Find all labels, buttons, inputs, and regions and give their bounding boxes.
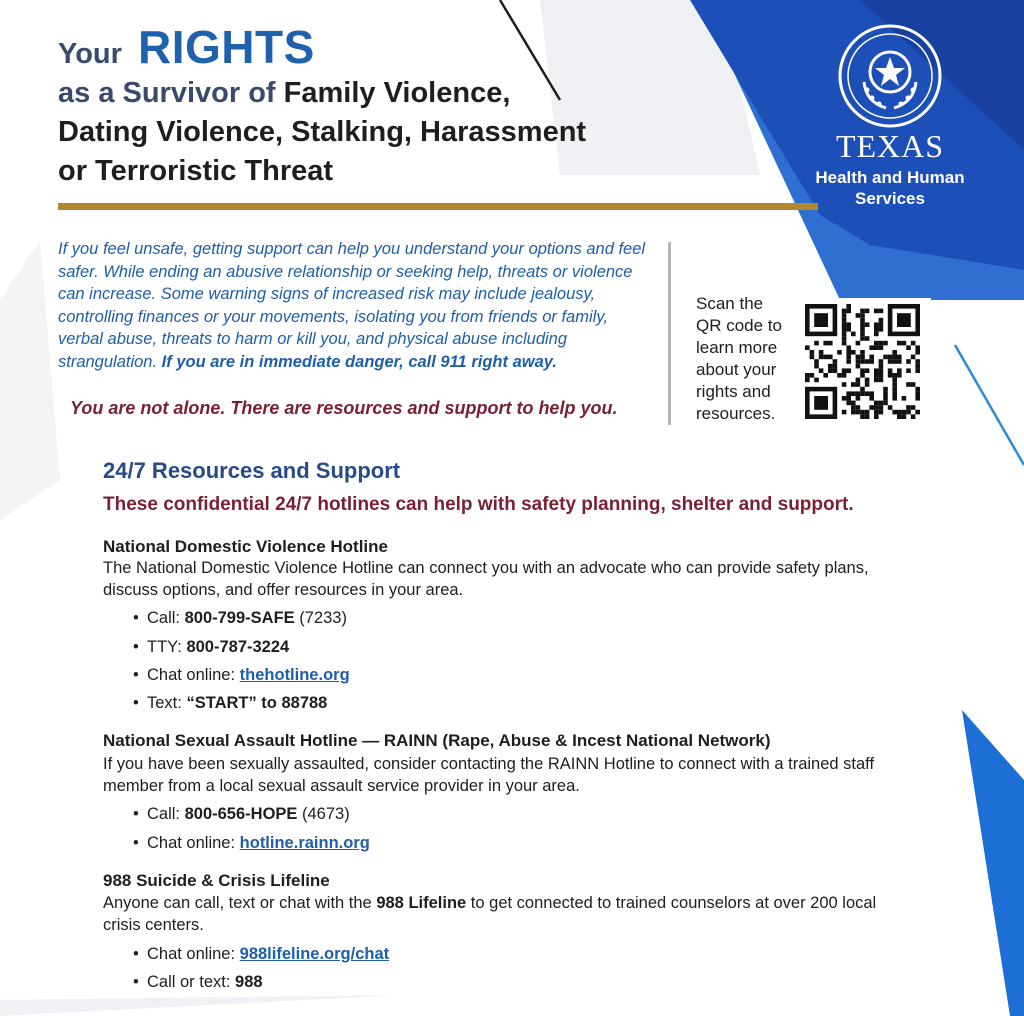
qr-module [911, 405, 916, 410]
lifeline-call-item: • Call or text: 988 [133, 973, 263, 991]
qr-module [810, 350, 815, 355]
ndvh-call-item: • Call: 800-799-SAFE (7233) [133, 609, 347, 627]
qr-module [810, 355, 815, 360]
qr-module [892, 387, 897, 392]
qr-module [851, 401, 856, 406]
lifeline-chat-link[interactable]: 988lifeline.org/chat [239, 945, 390, 963]
intro-emphasis: If you are in immediate danger, call 911 right away. [161, 352, 557, 371]
qr-module [842, 322, 847, 327]
qr-module [846, 345, 851, 350]
qr-module [879, 410, 884, 415]
qr-module [897, 368, 902, 373]
qr-module [915, 396, 920, 401]
qr-module [869, 391, 874, 396]
qr-module [842, 336, 847, 341]
qr-module [842, 327, 847, 332]
texas-seal-logo [836, 22, 944, 130]
qr-module [856, 382, 861, 387]
resources-subtitle: These confidential 24/7 hotlines can help with safety planning, shelter and support. [103, 494, 854, 515]
qr-module [897, 414, 902, 419]
qr-module [851, 350, 856, 355]
qr-module [879, 359, 884, 364]
qr-module [846, 368, 851, 373]
qr-module [874, 309, 879, 314]
rainn-call-number[interactable]: 800-656-HOPE [184, 805, 298, 823]
rainn-heading: National Sexual Assault Hotline — RAINN (Rape, Abuse & Incest National Network) [103, 731, 771, 750]
qr-module [906, 368, 911, 373]
qr-module [865, 378, 870, 383]
qr-module [892, 373, 897, 378]
qr-module [828, 364, 833, 369]
qr-module [828, 355, 833, 360]
qr-module [865, 309, 870, 314]
qr-module [823, 373, 828, 378]
qr-module [888, 373, 893, 378]
qr-module [860, 410, 865, 415]
qr-module [906, 345, 911, 350]
qr-module [874, 414, 879, 419]
qr-module [846, 322, 851, 327]
qr-module [888, 355, 893, 360]
qr-module [846, 396, 851, 401]
qr-module [860, 373, 865, 378]
qr-module [906, 382, 911, 387]
qr-module [902, 341, 907, 346]
qr-module [915, 391, 920, 396]
intro-text: If you feel unsafe, getting support can help you understand your options and feel safer. While ending an abusive relationship or seeking help, threats or violence can increase. Some warning signs of increased risk may include jealousy, controlling finances or your movements, isolating you from friends or family, verbal abuse, threats to harm or kill you, and physical abuse including strangulation. [58, 240, 646, 371]
qr-module [814, 378, 819, 383]
qr-module [833, 359, 838, 364]
qr-module [911, 341, 916, 346]
qr-module [860, 355, 865, 360]
qr-module [874, 401, 879, 406]
qr-module [856, 405, 861, 410]
ndvh-tty-number[interactable]: 800-787-3224 [186, 638, 290, 656]
qr-module [819, 368, 824, 373]
rainn-call-suffix: (4673) [302, 805, 350, 823]
qr-module [846, 327, 851, 332]
qr-module [842, 332, 847, 337]
qr-module [842, 313, 847, 318]
qr-module [888, 368, 893, 373]
qr-module [842, 373, 847, 378]
qr-module [892, 359, 897, 364]
qr-module [846, 309, 851, 314]
qr-module [865, 359, 870, 364]
qr-module [846, 304, 851, 309]
ndvh-text-value: “START” to 88788 [186, 694, 328, 712]
logo-agency-line2: Services [855, 189, 925, 208]
qr-module [856, 359, 861, 364]
qr-module [874, 368, 879, 373]
qr-module [860, 327, 865, 332]
qr-module [860, 414, 865, 419]
qr-module [892, 378, 897, 383]
qr-module [856, 396, 861, 401]
qr-module [860, 350, 865, 355]
rainn-chat-label: Chat online: [147, 834, 236, 852]
qr-module [911, 382, 916, 387]
qr-module [856, 378, 861, 383]
qr-module [869, 396, 874, 401]
qr-module [874, 332, 879, 337]
ndvh-tty-item: • TTY: 800-787-3224 [133, 638, 290, 656]
qr-module [846, 350, 851, 355]
gray-band-bottom [0, 995, 400, 1016]
qr-module [879, 341, 884, 346]
qr-module [892, 382, 897, 387]
rainn-call-item: • Call: 800-656-HOPE (4673) [133, 805, 350, 823]
qr-module [856, 364, 861, 369]
qr-caption-line4: about your [696, 360, 777, 379]
ndvh-chat-item: • Chat online: thehotline.org [133, 666, 350, 684]
qr-module [842, 382, 847, 387]
qr-module [860, 322, 865, 327]
qr-module [892, 350, 897, 355]
qr-module [865, 414, 870, 419]
qr-module [842, 410, 847, 415]
qr-module [906, 405, 911, 410]
qr-module [842, 341, 847, 346]
qr-module [842, 309, 847, 314]
rainn-chat-link[interactable]: hotline.rainn.org [239, 834, 370, 852]
qr-code[interactable] [795, 298, 931, 428]
qr-module [879, 378, 884, 383]
qr-module [837, 373, 842, 378]
qr-module [851, 410, 856, 415]
title-rights: RIGHTS [138, 21, 315, 73]
qr-module [897, 355, 902, 360]
qr-module [860, 336, 865, 341]
qr-module [819, 355, 824, 360]
blue-sliver-right [962, 710, 1024, 1016]
qr-module [805, 373, 810, 378]
qr-module [915, 410, 920, 415]
title-line4: or Terroristic Threat [58, 155, 334, 187]
qr-module [819, 350, 824, 355]
qr-module [879, 327, 884, 332]
qr-module [892, 355, 897, 360]
qr-module [851, 391, 856, 396]
qr-module [842, 396, 847, 401]
lifeline-call-number[interactable]: 988 [235, 973, 263, 991]
qr-module [805, 345, 810, 350]
qr-module [897, 341, 902, 346]
ndvh-heading: National Domestic Violence Hotline [103, 537, 388, 556]
rainn-call-label: Call: [147, 805, 181, 823]
qr-module [851, 382, 856, 387]
lifeline-desc-before: Anyone can call, text or chat with the [103, 894, 372, 912]
qr-module [856, 355, 861, 360]
ndvh-chat-link[interactable]: thehotline.org [239, 666, 350, 684]
qr-module [846, 391, 851, 396]
qr-module [906, 359, 911, 364]
qr-module [902, 414, 907, 419]
qr-caption-line5: rights and [696, 382, 771, 401]
qr-module [879, 345, 884, 350]
qr-module [879, 322, 884, 327]
qr-module [915, 368, 920, 373]
qr-module [828, 368, 833, 373]
lifeline-description [103, 892, 903, 936]
ndvh-text-label: Text: [147, 694, 182, 712]
qr-module [883, 391, 888, 396]
qr-module [888, 359, 893, 364]
intro-paragraph [58, 238, 648, 373]
qr-module [856, 341, 861, 346]
qr-module [902, 410, 907, 415]
not-alone-message: You are not alone. There are resources and support to help you. [70, 398, 618, 418]
qr-module [860, 359, 865, 364]
title-your: Your [58, 38, 122, 70]
qr-module [846, 355, 851, 360]
logo-agency-line1: Health and Human [815, 168, 965, 187]
vertical-divider [668, 242, 671, 425]
qr-module [860, 318, 865, 323]
qr-caption-line1: Scan the [696, 294, 764, 313]
qr-module [879, 309, 884, 314]
qr-module [814, 341, 819, 346]
qr-caption-line6: resources. [696, 404, 776, 423]
ndvh-call-label: Call: [147, 609, 181, 627]
lifeline-heading: 988 Suicide & Crisis Lifeline [103, 871, 330, 890]
qr-module [814, 359, 819, 364]
ndvh-call-number[interactable]: 800-799-SAFE [184, 609, 295, 627]
qr-module [879, 318, 884, 323]
qr-module [851, 405, 856, 410]
qr-module [810, 373, 815, 378]
qr-module [823, 355, 828, 360]
qr-module [851, 332, 856, 337]
qr-module [879, 368, 884, 373]
qr-module [842, 318, 847, 323]
qr-caption [696, 293, 796, 425]
qr-module [906, 410, 911, 415]
qr-module [883, 396, 888, 401]
qr-module [860, 309, 865, 314]
rainn-chat-item: • Chat online: hotline.rainn.org [133, 834, 370, 852]
qr-module [846, 359, 851, 364]
qr-module [915, 345, 920, 350]
qr-module [846, 401, 851, 406]
lifeline-desc-bold: 988 Lifeline [376, 894, 467, 912]
qr-module [874, 341, 879, 346]
qr-module [856, 313, 861, 318]
qr-module [805, 378, 810, 383]
qr-module [874, 410, 879, 415]
qr-module [897, 373, 902, 378]
qr-module [860, 391, 865, 396]
qr-module [865, 368, 870, 373]
title-line3: Dating Violence, Stalking, Harassment [58, 116, 587, 148]
lifeline-chat-label: Chat online: [147, 945, 236, 963]
logo-agency [800, 167, 980, 209]
rainn-description: If you have been sexually assaulted, consider contacting the RAINN Hotline to connect with a trained staff member from a local sexual assault service provider in your area. [103, 755, 875, 795]
qr-module [874, 327, 879, 332]
gray-band-left [0, 240, 60, 520]
qr-module [865, 391, 870, 396]
qr-module [874, 373, 879, 378]
lifeline-desc-after: to get connected to trained counselors at over 200 local crisis centers. [103, 894, 877, 934]
qr-module [915, 350, 920, 355]
qr-module [911, 355, 916, 360]
qr-module [883, 341, 888, 346]
qr-module [883, 355, 888, 360]
qr-module [856, 410, 861, 415]
resources-title: 24/7 Resources and Support [103, 458, 401, 483]
blue-line-right [955, 345, 1024, 465]
qr-module [888, 405, 893, 410]
qr-module [883, 387, 888, 392]
qr-module [874, 405, 879, 410]
qr-module [879, 405, 884, 410]
qr-module [915, 387, 920, 392]
qr-module [869, 359, 874, 364]
qr-module [869, 345, 874, 350]
qr-module [879, 401, 884, 406]
lifeline-chat-item: • Chat online: 988lifeline.org/chat [133, 945, 390, 963]
qr-module [823, 341, 828, 346]
qr-module [915, 364, 920, 369]
qr-module [874, 345, 879, 350]
qr-module [892, 396, 897, 401]
qr-module [892, 410, 897, 415]
qr-module [860, 332, 865, 337]
qr-module [865, 382, 870, 387]
qr-caption-line3: learn more [696, 338, 778, 357]
ndvh-chat-label: Chat online: [147, 666, 236, 684]
title-line2 [58, 77, 510, 110]
title-line2-bold: Family Violence, [283, 77, 511, 109]
logo-texas: TEXAS [835, 128, 945, 164]
qr-module [915, 359, 920, 364]
qr-module [869, 405, 874, 410]
qr-module [856, 391, 861, 396]
qr-module [860, 387, 865, 392]
qr-module [892, 391, 897, 396]
ndvh-tty-label: TTY: [147, 638, 182, 656]
qr-code-graphic [795, 298, 931, 428]
qr-module [902, 396, 907, 401]
qr-module [860, 313, 865, 318]
qr-module [865, 410, 870, 415]
qr-module [860, 368, 865, 373]
qr-module [842, 368, 847, 373]
qr-module [911, 414, 916, 419]
title-line2-prefix: as a Survivor of [58, 77, 276, 109]
lifeline-call-label: Call or text: [147, 973, 231, 991]
qr-module [874, 322, 879, 327]
qr-module [869, 355, 874, 360]
qr-module [833, 368, 838, 373]
qr-module [865, 322, 870, 327]
qr-module [879, 364, 884, 369]
ndvh-description: The National Domestic Violence Hotline can connect you with an advocate who can provide safety plans, discuss options, and offer resources in your area. [103, 559, 869, 599]
qr-module [837, 350, 842, 355]
qr-module [879, 373, 884, 378]
qr-module [865, 336, 870, 341]
qr-module [883, 401, 888, 406]
qr-module [828, 341, 833, 346]
qr-caption-line2: QR code to [696, 316, 782, 335]
qr-module [833, 364, 838, 369]
qr-module [897, 359, 902, 364]
ndvh-text-item: • Text: “START” to 88788 [133, 694, 328, 712]
qr-module [874, 378, 879, 383]
qr-module [814, 364, 819, 369]
gold-divider [58, 203, 818, 210]
ndvh-call-suffix: (7233) [299, 609, 347, 627]
qr-module [897, 410, 902, 415]
